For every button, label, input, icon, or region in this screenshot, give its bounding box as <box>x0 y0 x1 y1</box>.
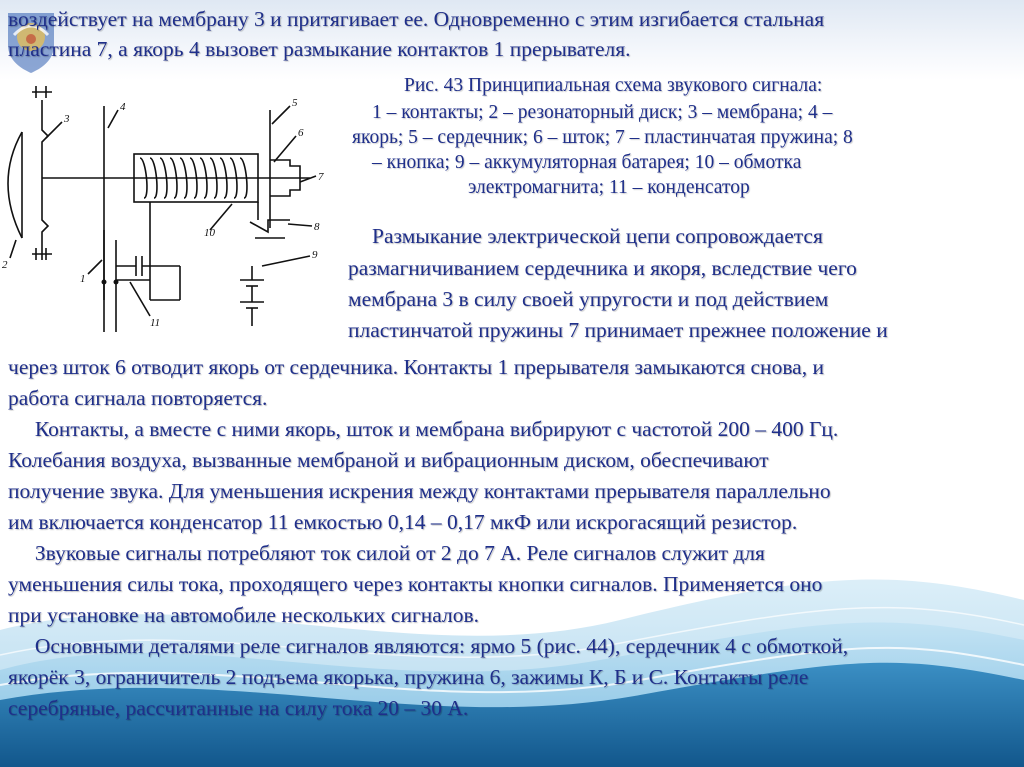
body-line-5: получение звука. Для уменьшения искрения между контактами прерывателя параллельно <box>8 479 831 503</box>
diagram-label-1: 1 <box>80 273 86 285</box>
diagram-label-3: 3 <box>64 113 70 125</box>
caption-line-2: 1 – контакты; 2 – резонаторный диск; 3 – мембрана; 4 – <box>372 102 833 123</box>
body-line-11: якорёк 3, ограничитель 2 подъема якорька, пружина 6, зажимы К, Б и С. Контакты реле <box>8 665 809 689</box>
caption-line-3: якорь; 5 – сердечник; 6 – шток; 7 – пластинчатая пружина; 8 <box>352 127 853 148</box>
diagram-label-6: 6 <box>298 127 304 139</box>
diagram-label-5: 5 <box>292 97 298 109</box>
para-right-line-1: Размыкание электрической цепи сопровождается <box>372 224 823 248</box>
text-line-top-2: пластина 7, а якорь 4 вызовет размыкание контактов 1 прерывателя. <box>8 37 631 61</box>
diagram-label-9: 9 <box>312 249 318 261</box>
diagram-label-4: 4 <box>120 101 126 113</box>
diagram-label-2: 2 <box>2 259 8 271</box>
diagram-label-11: 11 <box>150 317 161 329</box>
body-line-2: работа сигнала повторяется. <box>8 386 268 410</box>
para-right-line-4: пластинчатой пружины 7 принимает прежнее положение и <box>348 318 888 342</box>
body-line-10: Основными деталями реле сигналов являются: ярмо 5 (рис. 44), сердечник 4 с обмоткой, <box>8 634 849 658</box>
body-line-8: уменьшения силы тока, проходящего через контакты кнопки сигналов. Применяется оно <box>8 572 823 596</box>
caption-line-1: Рис. 43 Принципиальная схема звукового сигнала: <box>404 75 823 96</box>
caption-line-5: электромагнита; 11 – конденсатор <box>468 177 750 198</box>
text-line-top-1: воздействует на мембрану 3 и притягивает ее. Одновременно с этим изгибается стальная <box>8 7 825 31</box>
caption-line-4: – кнопка; 9 – аккумуляторная батарея; 10 – обмотка <box>372 152 802 173</box>
body-line-7: Звуковые сигналы потребляют ток силой от 2 до 7 А. Реле сигналов служит для <box>8 541 765 565</box>
body-line-3: Контакты, а вместе с ними якорь, шток и мембрана вибрируют с частотой 200 – 400 Гц. <box>8 417 839 441</box>
body-line-12: серебряные, рассчитанные на силу тока 20 – 30 А. <box>8 696 469 720</box>
resonator-disk <box>8 132 22 238</box>
diagram-label-7: 7 <box>318 171 324 183</box>
body-line-6: им включается конденсатор 11 емкостью 0,14 – 0,17 мкФ или искрогасящий резистор. <box>8 510 798 534</box>
sound-signal-schematic <box>0 70 350 340</box>
diagram-label-8: 8 <box>314 221 320 233</box>
body-line-4: Колебания воздуха, вызванные мембраной и вибрационным диском, обеспечивают <box>8 448 769 472</box>
diagram-label-10: 10 <box>204 227 215 239</box>
para-right-line-2: размагничиванием сердечника и якоря, вследствие чего <box>348 256 857 280</box>
body-line-9: при установке на автомобиле нескольких сигналов. <box>8 603 480 627</box>
para-right-line-3: мембрана 3 в силу своей упругости и под действием <box>348 287 829 311</box>
body-line-1: через шток 6 отводит якорь от сердечника. Контакты 1 прерывателя замыкаются снова, и <box>8 355 824 379</box>
